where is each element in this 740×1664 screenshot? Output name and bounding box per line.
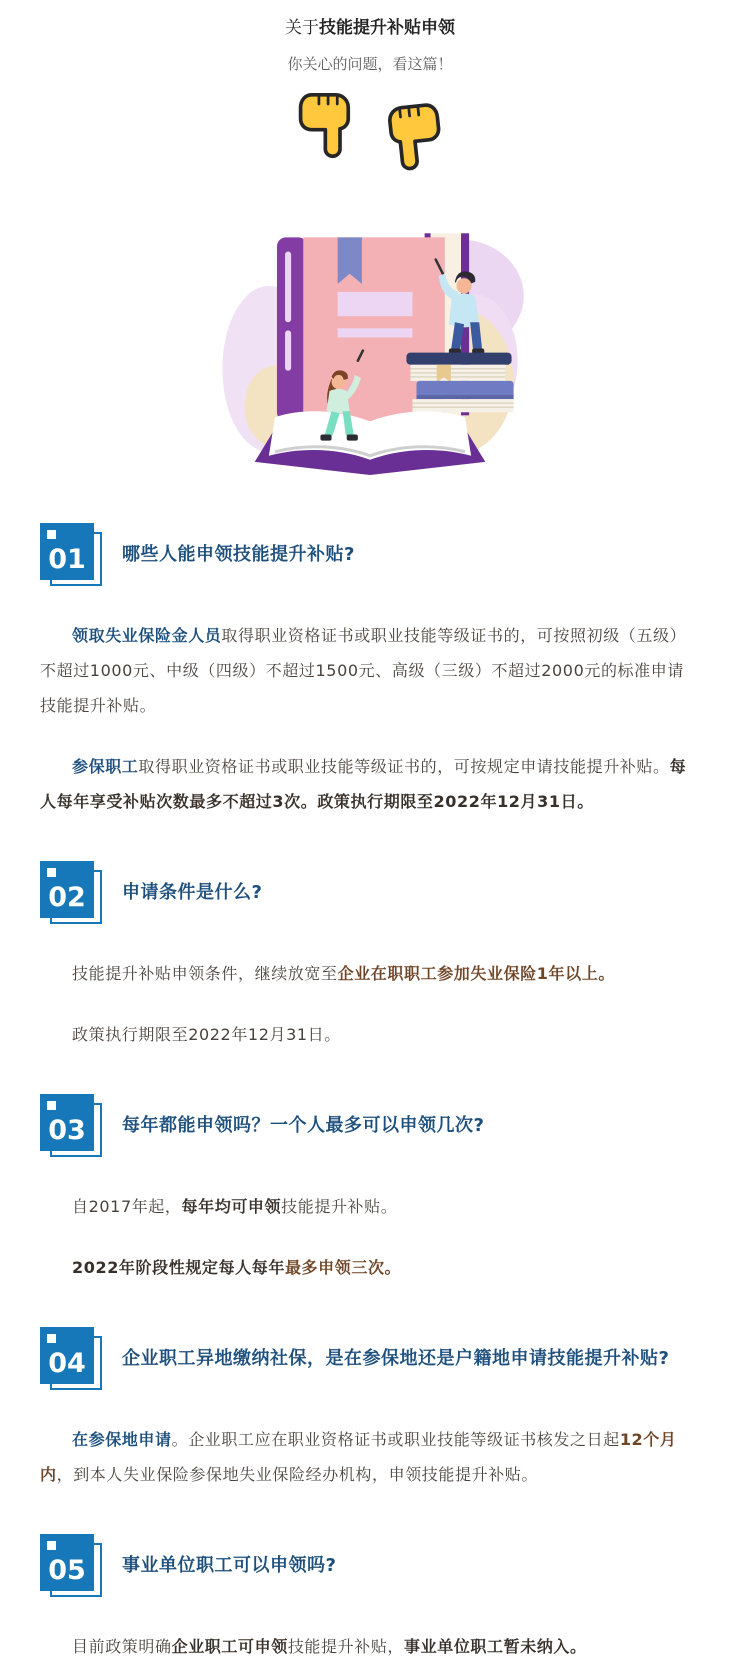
text-run: 自2017年起， — [72, 1197, 182, 1216]
section-01 — [40, 523, 700, 819]
backhand-index-pointing-down-icon — [374, 96, 448, 180]
text-run: 每人每年享受补贴次数最多不超过3次。政策执行期限至2022年12月31日。 — [40, 757, 687, 811]
section-number: 01 — [40, 523, 94, 580]
body-paragraph — [40, 1250, 700, 1285]
text-run: 在参保地申请 — [72, 1430, 172, 1449]
section-04 — [40, 1327, 700, 1492]
page-title-prefix: 关于 — [285, 18, 319, 38]
text-run: 事业单位职工暂未纳入。 — [404, 1637, 587, 1656]
body-paragraph — [40, 956, 700, 991]
text-run: 企业职工可申领 — [171, 1637, 288, 1656]
section-05-header — [40, 1534, 700, 1598]
page-subtitle: 你关心的问题，看这篇！ — [287, 55, 453, 73]
text-run: 目前政策明确 — [72, 1637, 172, 1656]
section-02 — [40, 861, 700, 1052]
section-number-badge — [40, 1534, 106, 1598]
text-run: 最多申领三次。 — [284, 1258, 402, 1277]
text-run: 企业在职职工参加失业保险1年以上。 — [337, 964, 615, 983]
books-illustration-svg — [215, 209, 525, 477]
section-title: 申请条件是什么? — [122, 882, 263, 903]
section-05 — [40, 1534, 700, 1664]
section-number-badge — [40, 1094, 106, 1158]
section-title: 事业单位职工可以申领吗? — [122, 1555, 337, 1576]
text-run: 取得职业资格证书或职业技能等级证书的，可按照初级（五级）不超过1000元、中级（四级）不超过1500元、高级（三级）不超过2000元的标准申请技能提升补贴。 — [40, 626, 687, 715]
section-title: 企业职工异地缴纳社保，是在参保地还是户籍地申请技能提升补贴? — [122, 1348, 670, 1369]
text-run: 2022年阶段性规定每人每年 — [72, 1258, 285, 1277]
text-run: 每年均可申领 — [181, 1197, 282, 1216]
section-01-header — [40, 523, 700, 587]
page-title-main: 技能提升补贴申领 — [319, 18, 455, 38]
section-title: 每年都能申领吗？一个人最多可以申领几次? — [122, 1115, 485, 1136]
text-run: 取得职业资格证书或职业技能等级证书的，可按规定申请技能提升补贴。 — [138, 757, 670, 776]
text-run: 。企业职工应在职业资格证书或职业技能等级证书核发之日起 — [171, 1430, 620, 1449]
section-04-header — [40, 1327, 700, 1391]
text-run: 技能提升补贴， — [287, 1637, 405, 1656]
section-number: 02 — [40, 861, 94, 918]
body-paragraph — [40, 749, 700, 819]
body-paragraph — [40, 1189, 700, 1224]
faq-sections — [0, 523, 740, 1664]
page-title — [0, 16, 740, 40]
books-illustration — [0, 209, 740, 477]
section-title: 哪些人能申领技能提升补贴? — [122, 544, 355, 565]
body-paragraph — [40, 1017, 700, 1052]
section-number-badge — [40, 1327, 106, 1391]
text-run: 参保职工 — [72, 757, 139, 776]
body-paragraph — [40, 1422, 700, 1492]
text-run: ，到本人失业保险参保地失业保险经办机构，申领技能提升补贴。 — [56, 1465, 539, 1484]
section-number: 05 — [40, 1534, 94, 1591]
text-run: 技能提升补贴。 — [281, 1197, 398, 1216]
pointing-hands-row — [0, 87, 740, 181]
section-number-badge — [40, 523, 106, 587]
section-number-badge — [40, 861, 106, 925]
section-number: 03 — [40, 1094, 94, 1151]
backhand-index-pointing-down-icon — [296, 87, 362, 165]
section-number: 04 — [40, 1327, 94, 1384]
text-run: 领取失业保险金人员 — [72, 626, 222, 645]
text-run: 政策执行期限至2022年12月31日。 — [72, 1025, 341, 1044]
section-03-header — [40, 1094, 700, 1158]
body-paragraph — [40, 618, 700, 723]
text-run: 12个月内 — [40, 1430, 677, 1484]
section-03 — [40, 1094, 700, 1285]
text-run: 技能提升补贴申领条件，继续放宽至 — [72, 964, 338, 983]
section-02-header — [40, 861, 700, 925]
body-paragraph — [40, 1629, 700, 1664]
